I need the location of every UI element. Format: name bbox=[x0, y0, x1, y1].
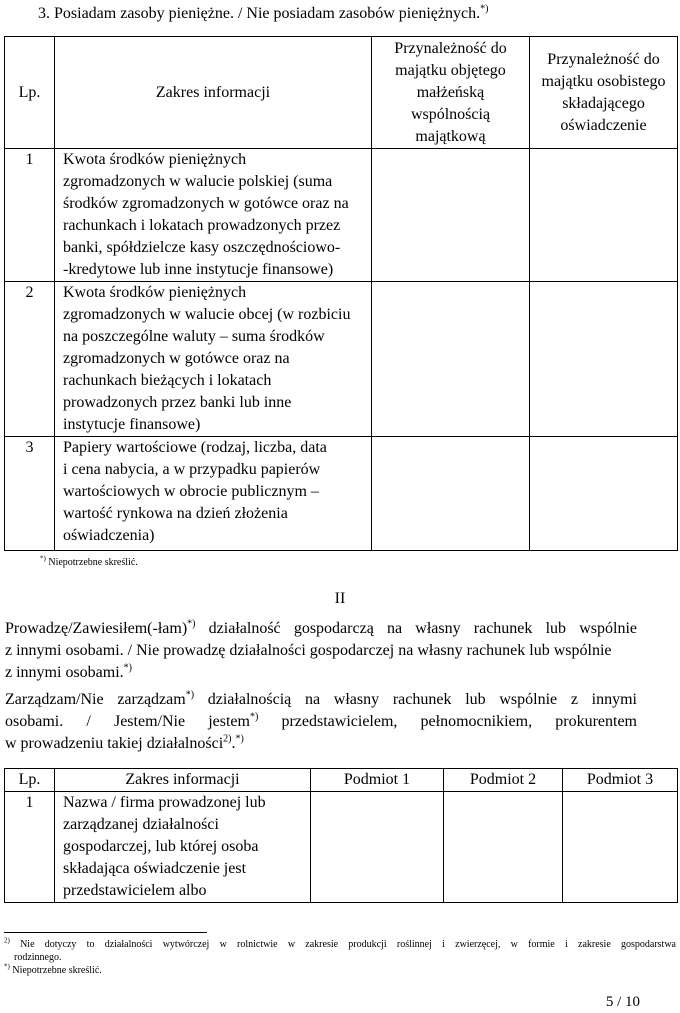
section-3-heading bbox=[38, 5, 488, 23]
business-activity-paragraph bbox=[5, 618, 637, 684]
table-row bbox=[5, 437, 678, 551]
table-row bbox=[5, 792, 678, 903]
joint-property-cell[interactable] bbox=[372, 282, 530, 437]
footnote-text: Niepotrzebne skreślić. bbox=[9, 965, 102, 976]
heading-text: 3. Posiadam zasoby pieniężne. / Nie posiadam zasobów pieniężnych. bbox=[38, 5, 481, 22]
row-description: Papiery wartościowe (rodzaj, liczba, data i cena nabycia, a w przypadku papierów wartościowych w obrocie publicznym – wartość rynkowa na dzień złożenia oświadczenia) bbox=[55, 437, 372, 551]
page-number: 5 / 10 bbox=[605, 994, 640, 1010]
footnote-divider bbox=[4, 932, 207, 933]
text: Prowadzę/Zawiesiłem(-łam) bbox=[5, 620, 188, 637]
entity-1-cell[interactable] bbox=[311, 792, 444, 903]
footnote-ref[interactable]: 2) bbox=[223, 733, 232, 745]
row-number: 2 bbox=[5, 282, 55, 437]
entity-2-cell[interactable] bbox=[444, 792, 563, 903]
text: w prowadzeniu takiej działalności bbox=[5, 735, 224, 752]
row-number: 1 bbox=[5, 792, 55, 903]
joint-property-cell[interactable] bbox=[372, 437, 530, 551]
text: działalność gospodarczą na własny rachunek lub wspólnie bbox=[195, 620, 637, 637]
joint-property-cell[interactable] bbox=[372, 149, 530, 282]
text: przedstawicielem, pełnomocnikiem, prokurentem bbox=[258, 713, 637, 730]
header-lp: Lp. bbox=[5, 769, 55, 792]
row-number: 3 bbox=[5, 437, 55, 551]
text: osobami. / Jestem/Nie jestem bbox=[5, 713, 250, 730]
table-row bbox=[5, 149, 678, 282]
header-personal-property: Przynależność do majątku osobistego składającego oświadczenie bbox=[530, 37, 678, 149]
footnote-mark: *) bbox=[4, 962, 10, 971]
text: z innymi osobami. / Nie prowadzę działalności gospodarczej na własny rachunek lub wspólnie bbox=[5, 642, 612, 659]
entity-3-cell[interactable] bbox=[563, 792, 678, 903]
personal-property-cell[interactable] bbox=[530, 282, 678, 437]
footnote-text: Nie dotyczy to działalności wytwórczej w rolnictwie w zakresie produkcji roślinnej i zwierzęcej, w formie i zakresie gospodarstwa bbox=[9, 939, 676, 950]
footnote-mark: *) bbox=[235, 733, 244, 745]
table-footnote bbox=[40, 554, 138, 568]
header-entity-1: Podmiot 1 bbox=[311, 769, 444, 792]
footnote-mark: *) bbox=[187, 618, 196, 630]
footnote-mark: *) bbox=[123, 662, 132, 674]
header-entity-3: Podmiot 3 bbox=[563, 769, 678, 792]
footnote-mark: *) bbox=[185, 689, 195, 701]
text: . bbox=[231, 735, 236, 752]
management-paragraph bbox=[5, 689, 637, 755]
section-title: II bbox=[334, 590, 346, 607]
header-entity-2: Podmiot 2 bbox=[444, 769, 563, 792]
row-description: Kwota środków pieniężnych zgromadzonych w walucie polskiej (suma środków zgromadzonych w gotówce oraz na rachunkach i lokatach prowadzonych przez banki, spółdzielcze kasy oszczędnościowo- -kredytowe lub inne instytucje finansowe) bbox=[55, 149, 372, 282]
header-scope: Zakres informacji bbox=[55, 769, 311, 792]
footnote-mark: 2) bbox=[4, 936, 10, 945]
row-number: 1 bbox=[5, 149, 55, 282]
text: z innymi osobami. bbox=[5, 664, 124, 681]
header-joint-property: Przynależność do majątku objętego małżeńską wspólnością majątkową bbox=[372, 37, 530, 149]
row-description: Kwota środków pieniężnych zgromadzonych w walucie obcej (w rozbiciu na poszczególne waluty – suma środków zgromadzonych w gotówce oraz na rachunkach bieżących i lokatach prowadzonych przez banki lub inne instytucje finansowe) bbox=[55, 282, 372, 437]
header-lp: Lp. bbox=[5, 37, 55, 149]
footnote-text: Niepotrzebne skreślić. bbox=[45, 557, 138, 568]
footnote-mark: *) bbox=[40, 554, 46, 563]
table-header-row bbox=[5, 37, 678, 149]
text: Zarządzam/Nie zarządzam bbox=[5, 691, 186, 708]
personal-property-cell[interactable] bbox=[530, 149, 678, 282]
table-header-row bbox=[5, 769, 678, 792]
footnote-text: rodzinnego. bbox=[14, 952, 62, 963]
table-row bbox=[5, 282, 678, 437]
text: działalnością na własny rachunek lub wspólnie z innymi bbox=[194, 691, 638, 708]
footnote-mark: *) bbox=[480, 3, 489, 15]
footnotes bbox=[4, 938, 676, 977]
business-activity-table bbox=[4, 768, 678, 903]
cash-resources-table bbox=[4, 36, 678, 551]
header-scope: Zakres informacji bbox=[55, 37, 372, 149]
footnote-mark: *) bbox=[249, 711, 259, 723]
row-description: Nazwa / firma prowadzonej lub zarządzanej działalności gospodarczej, lub której osoba składająca oświadczenie jest przedstawicielem albo bbox=[55, 792, 311, 903]
personal-property-cell[interactable] bbox=[530, 437, 678, 551]
